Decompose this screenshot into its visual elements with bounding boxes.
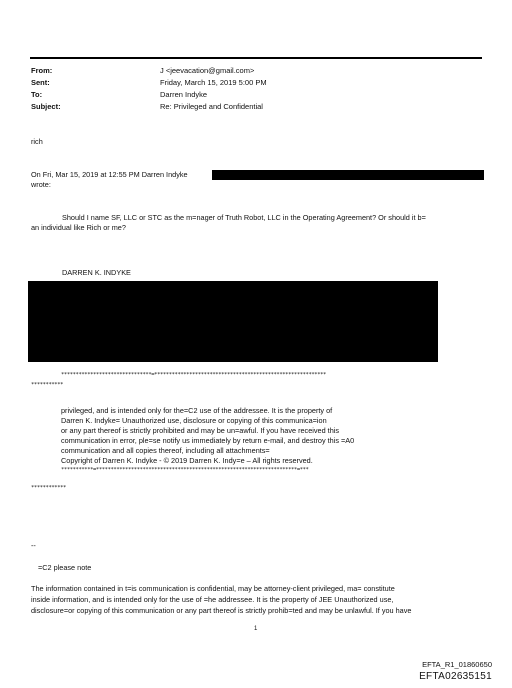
question-line-1: Should I name SF, LLC or STC as the m=nager of Truth Robot, LLC in the Operating Agreement? Or should it b= bbox=[62, 213, 426, 222]
reply-text: rich bbox=[31, 137, 43, 146]
from-value: J <jeevacation@gmail.com> bbox=[160, 66, 255, 75]
bates-number-large: EFTA02635151 bbox=[419, 671, 492, 682]
disclaimer-line: Copyright of Darren K. Indyke - © 2019 Darren K. Indy=e – All rights reserved. bbox=[61, 456, 313, 465]
header-rule bbox=[30, 57, 482, 59]
notice-line: disclosure=or copying of this communication or any part thereof is strictly prohib=ted and may be unlawful. If you have bbox=[31, 606, 412, 615]
disclaimer-line: privileged, and is intended only for the=C2 use of the addressee. It is the property of bbox=[61, 406, 333, 415]
stars-line-1: *******************************=*********************************************************** bbox=[61, 372, 326, 378]
stars-line-4: ************ bbox=[31, 485, 66, 491]
please-note: =C2 please note bbox=[38, 563, 92, 572]
disclaimer-line: communication in error, ple=se notify us immediately by return e-mail, and destroy this =A0 bbox=[61, 436, 355, 445]
to-value: Darren Indyke bbox=[160, 90, 208, 99]
separator-dash: -- bbox=[31, 541, 36, 550]
stars-line-2: *********** bbox=[31, 382, 64, 388]
page-number: 1 bbox=[254, 626, 258, 632]
subject-value: Re: Privileged and Confidential bbox=[160, 102, 263, 111]
signature-name: DARREN K. INDYKE bbox=[62, 268, 131, 277]
notice-line: The information contained in t=is communication is confidential, may be attorney-client privileged, ma= constitute bbox=[31, 584, 395, 593]
bates-number-small: EFTA_R1_01860650 bbox=[422, 660, 492, 669]
disclaimer-line: or any part thereof is strictly prohibited and may be un=awful. If you have received this bbox=[61, 426, 340, 435]
notice-line: inside information, and is intended only for the use of =he addressee. It is the property of JEE Unauthorized use, bbox=[31, 595, 394, 604]
sent-value: Friday, March 15, 2019 5:00 PM bbox=[160, 78, 267, 87]
disclaimer-line: Darren K. Indyke= Unauthorized use, disclosure or copying of this communica=ion bbox=[61, 416, 327, 425]
subject-label: Subject: bbox=[31, 102, 61, 111]
stars-line-3: ***********=*********************************************************************=*** bbox=[61, 467, 309, 473]
question-line-2: an individual like Rich or me? bbox=[31, 223, 126, 232]
disclaimer-line: communication and all copies thereof, including all attachments= bbox=[61, 446, 270, 455]
quote-wrote: wrote: bbox=[31, 180, 51, 189]
redaction-signature-block bbox=[28, 281, 438, 362]
sent-label: Sent: bbox=[31, 78, 50, 87]
from-label: From: bbox=[31, 66, 53, 75]
quote-attribution: On Fri, Mar 15, 2019 at 12:55 PM Darren Indyke bbox=[31, 170, 188, 179]
redaction-email bbox=[212, 170, 484, 180]
to-label: To: bbox=[31, 90, 43, 99]
